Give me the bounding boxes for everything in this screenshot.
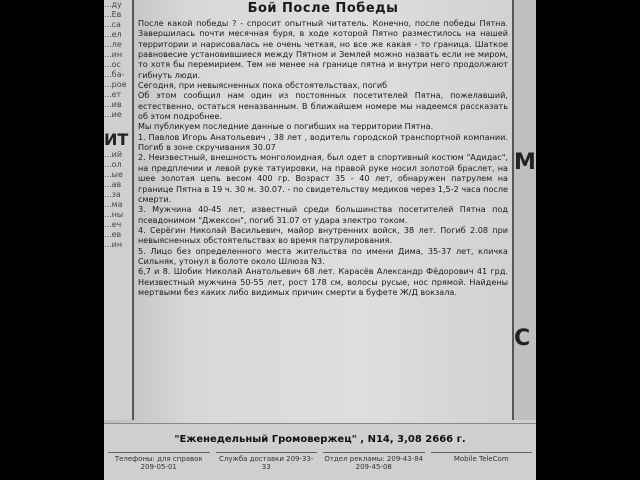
- newspaper-issue-line: "Еженедельный Громовержец" , N14, 3,08 2666 г.: [174, 434, 466, 445]
- left-column-fragment: ...ин: [104, 240, 123, 249]
- left-column-fragment: ...ле: [104, 40, 122, 49]
- left-column-fragment: ...ин: [104, 50, 123, 59]
- left-column-fragment: ...рое: [104, 80, 127, 89]
- right-column-heading: С: [514, 326, 531, 351]
- article-title: Бой После Победы: [247, 1, 399, 16]
- left-column-fragment: ...ие: [104, 110, 122, 119]
- left-column-fragment: ...ав: [104, 180, 122, 189]
- article: [138, 0, 508, 420]
- left-column-fragment: ...ма: [104, 200, 123, 209]
- left-column-fragment: ...ос: [104, 60, 121, 69]
- left-column-fragment: ...за: [104, 190, 121, 199]
- left-column-fragment: ...Ев: [104, 10, 122, 19]
- page-footer: [104, 423, 536, 480]
- paragraph: 1. Павлов Игорь Анатольевич , 38 лет , водитель городской транспортной компании. Погиб в зоне скручивания 30.07: [138, 131, 508, 153]
- paragraph: 2. Неизвестный, внешность монголоидная, был одет в спортивный костюм "Адидас", на предплечии и левой руке татуировки, на правой руке носил золотой браслет, на шее золотая цепь весом 400 гр. Возраст 35 - 40 лет, обнаружен патрулем на границе Пятна в 19 ч. 30 м. 30.07. - по свидетельству медиков через 1,5-2 часа после смерти.: [138, 152, 508, 204]
- paragraph: 3. Мужчина 40-45 лет, известный среди большинства посетителей Пятна под псевдонимом "Джексон", погиб 31.07 от удара электро током.: [138, 204, 508, 225]
- ad-box: Служба доставки 209-33-33: [216, 452, 318, 480]
- paragraph: Сегодня, при невыясненных пока обстоятельствах, погиб: [138, 80, 388, 91]
- right-column-heading: М: [514, 150, 536, 175]
- ad-box: Отдел рекламы: 209-43-84 209-45-08: [323, 452, 425, 480]
- paragraph: 6,7 и 8. Шобик Николай Анатольевич 68 лет. Карасёв Александр Фёдорович 41 грд. Неизвестный мужчина 50-55 лет, рост 178 см, волосы русые, нос прямой. Найдены мертвыми без каких либо видимых причин смерти в буфете Ж/Д вокзала.: [138, 266, 508, 297]
- paragraph: 5. Лицо без определенного места жительства по имени Дима, 35-37 лет, кличка Сильняк, утонул в болоте около Шлюза N3.: [138, 245, 508, 266]
- article-body: [138, 18, 508, 297]
- paragraph: После какой победы ? - спросит опытный читатель. Конечно, после победы Пятна. Завершилась почти месячная буря, в ходе которой Пятно разместилось на нашей территории и нарисовалась не очень четкая, но все же какая - то граница. Шаткое равновесие установившиеся между Пятном и Землей можно назвать если не миром, то хотя бы перемирием. Тем не менее на границе пятна и внутри него продолжают гибнуть люди.: [138, 18, 508, 80]
- left-column-fragment: ...ду: [104, 0, 122, 9]
- paragraph: Об этом сообщил нам один из постоянных посетителей Пятна, пожелавший, естественно, остаться неназванным. В ближайшем номере мы надеемся рассказать об этом подробнее.: [138, 90, 508, 122]
- left-column-fragment: ...ий: [104, 150, 123, 159]
- newspaper-page: [104, 0, 536, 480]
- left-column-fragment: ...ые: [104, 170, 123, 179]
- right-neighbor-column: [512, 0, 536, 420]
- ad-strip: [104, 452, 536, 480]
- left-column-fragment: ...ел: [104, 30, 122, 39]
- paragraph: 4. Серёгин Николай Васильевич, майор внутренних войск, 38 лет. Погиб 2.08 при невыясненных обстоятельствах во время патрулирования.: [138, 224, 508, 246]
- paragraph: Мы публикуем последние данные о погибших на территории Пятна.: [138, 121, 434, 132]
- left-neighbor-column: [104, 0, 134, 420]
- left-column-heading: ИТ: [104, 130, 129, 149]
- left-column-fragment: ...ив: [104, 100, 122, 109]
- ad-box: Телефоны: для справок 209-05-01: [108, 452, 210, 480]
- left-column-fragment: ...са: [104, 20, 121, 29]
- left-column-fragment: ...ев: [104, 230, 122, 239]
- left-column-fragment: ...ба-: [104, 70, 125, 79]
- left-column-fragment: ...еч: [104, 220, 122, 229]
- left-column-fragment: ...ны: [104, 210, 124, 219]
- left-column-fragment: ...ет: [104, 90, 122, 99]
- left-column-fragment: ...ол: [104, 160, 122, 169]
- ad-box: Mobile TeleCom: [431, 452, 533, 480]
